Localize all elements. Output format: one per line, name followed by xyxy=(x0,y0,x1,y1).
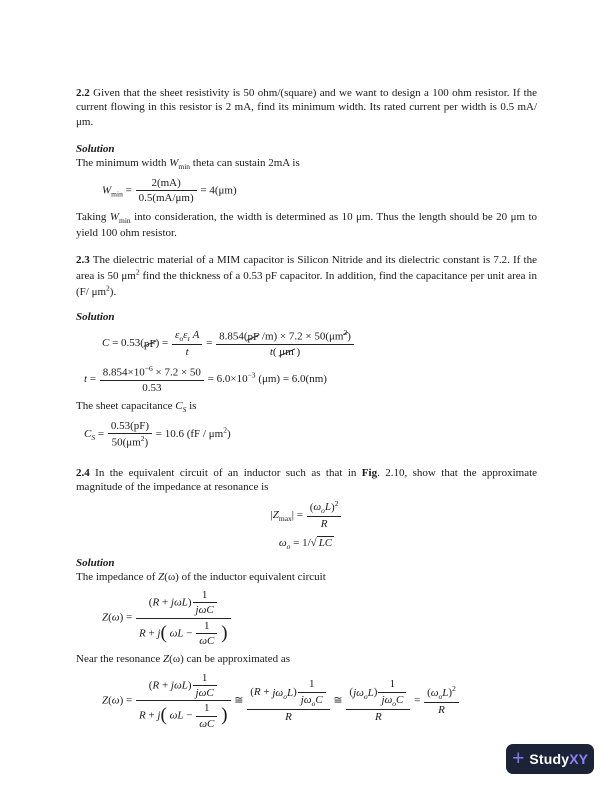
problem-2-3-text: The dielectric material of a MIM capacitor is Silicon Nitride and its dielectric constant is 7.2. If the area is 50 $\mu m^2$ find the thickness of a 0.53 pF capacitor. In addition, find the capacitance per unit area in (F/ $\mu m^2$). xyxy=(76,253,537,298)
solution-2-2-intro: The minimum width $W_{min}$ theta can sustain 2mA is xyxy=(76,157,300,172)
studyxy-logo xyxy=(506,744,594,774)
solution-heading-2-4: Solution xyxy=(76,556,115,569)
solution-heading-2-3: Solution xyxy=(76,311,115,324)
solution-2-4-intro: The impedance of Z(ω) of the inductor equivalent circuit xyxy=(76,570,326,583)
logo-text-xy: XY xyxy=(569,751,588,767)
solution-heading-2-2: Solution xyxy=(76,142,115,155)
problem-2-2-number: 2.2 xyxy=(76,87,90,99)
solution-2-4-near-resonance-text: Near the resonance Z(ω) can be approximated as xyxy=(76,653,291,666)
problem-2-4-text: In the equivalent circuit of an inductor such as that in Fig. 2.10, show that the approximate magnitude of the impedance at resonance is xyxy=(76,467,538,494)
solution-2-3-sheet-text: The sheet capacitance $C_S$ is xyxy=(76,399,197,415)
equation-capacitance: C = 0.53(pF) = $\varepsilon_o\varepsilon_r$ A t = $\frac{8.854(pF /m) \times 7.2 \times 50(\mu m^2)}{t( \mu m )}$ xyxy=(102,328,537,359)
equation-sheet-capacitance: $C_S$ = $\frac{0.53(pF)}{50(\mu m^2)}$ = 10.6 $(fF / \mu m^2)$ xyxy=(84,419,231,449)
problem-2-2-text: Given that the sheet resistivity is 50 ohm/(square) and we want to design a 100 ohm resistor. If the current flowing in this resistor is 2 mA, find its minimum width. Its rated current per width is 0.5 mA/μm. xyxy=(76,87,538,128)
logo-text-study: Study xyxy=(529,751,570,767)
equation-zmax: $|Z_{max}|$ = $(\omega_oL)^2$ R xyxy=(76,499,537,532)
equation-wmin: $W_{min}$ = $\frac{2(mA)}{0.5(mA/\mu m)}$ = 4(μm) xyxy=(102,177,237,205)
problem-2-3-number: 2.3 xyxy=(76,253,90,266)
problem-2-4-statement xyxy=(76,466,537,495)
page-content xyxy=(76,86,537,735)
equation-thickness: t = $\frac{8.854\times 10^{-6} \times 7.2 \times 50}{0.53}$ = $6.0\times 10^{-3}$ (μm) = 6.0(nm) xyxy=(84,363,327,394)
solution-2-2-conclusion: Taking $W_{min}$ into consideration, the width is determined as 10 μm. Thus the length should be 20 μm to yield 100 ohm resistor. xyxy=(76,210,538,239)
plus-icon: + xyxy=(512,746,525,770)
problem-2-3-statement xyxy=(76,253,537,299)
equation-omega-o: $\omega_o = 1/√$ LC xyxy=(278,536,333,551)
problem-2-4-number: 2.4 xyxy=(76,467,90,480)
equation-impedance-approximation: Z(ω) = (R + jωL) 1 jωC R + j( ωL − $\frac{1}{\omega C}$ ) ≅ $(R + j\omega_oL)$ 1 $j\omega_oC$ R ≅ $(j\omega_oL)$ 1 $j\omega_oC$ R = $(\omega_oL)^2$ R xyxy=(102,671,537,731)
problem-2-2-statement xyxy=(76,86,537,129)
equation-impedance: Z(ω) = (R + jωL) 1 jωC R + j( ωL − $\frac{1}{\omega C}$ ) xyxy=(102,588,537,648)
